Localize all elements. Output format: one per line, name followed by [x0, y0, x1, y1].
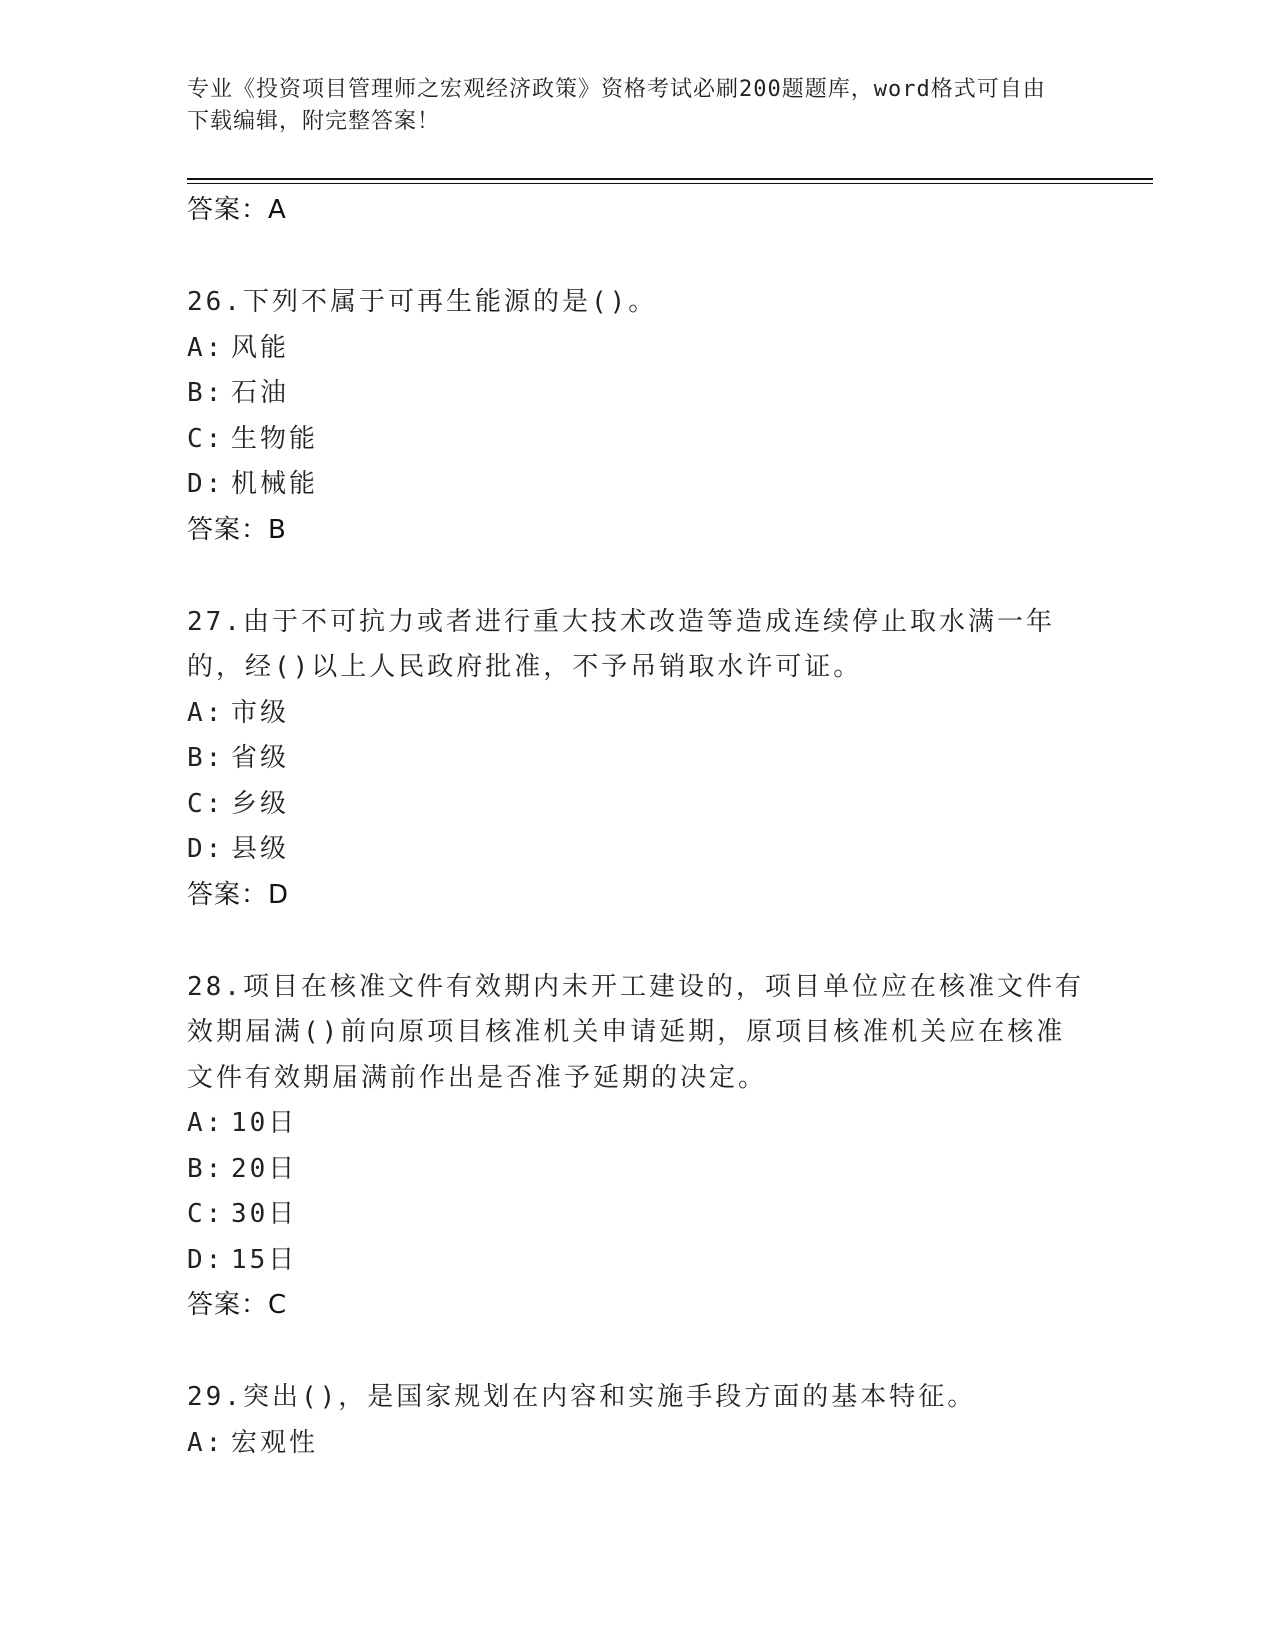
answer-line: 答案：C	[187, 1290, 288, 1320]
option-key: C:	[187, 788, 225, 819]
option-key: D:	[187, 469, 225, 499]
question-29	[187, 1375, 1087, 1466]
option-key: C:	[187, 1199, 225, 1229]
header-rule-thin	[187, 183, 1153, 184]
option-d	[187, 827, 1087, 873]
option-key: A:	[187, 1427, 225, 1458]
option-text: 风能	[231, 332, 290, 363]
option-a	[187, 326, 1087, 372]
option-text: 15日	[231, 1244, 298, 1275]
question-stem: 26.下列不属于可再生能源的是()。	[187, 287, 658, 317]
option-key: D:	[187, 834, 225, 864]
option-text: 30日	[231, 1199, 298, 1229]
option-c	[187, 1192, 1087, 1238]
option-text: 10日	[231, 1108, 298, 1138]
option-text: 宏观性	[231, 1427, 319, 1458]
answer-line: 答案：D	[187, 879, 290, 910]
option-text: 省级	[231, 743, 290, 773]
option-text: 县级	[231, 834, 290, 864]
option-d	[187, 1238, 1087, 1284]
option-text: 石油	[231, 378, 290, 408]
option-text: 机械能	[231, 469, 319, 499]
option-c	[187, 417, 1087, 463]
option-b	[187, 736, 1087, 782]
question-26	[187, 280, 1087, 554]
option-text: 市级	[231, 697, 290, 728]
option-text: 20日	[231, 1153, 298, 1184]
question-list	[187, 188, 1087, 1466]
option-a	[187, 1421, 1087, 1467]
option-a	[187, 691, 1087, 737]
question-stem: 28.项目在核准文件有效期内未开工建设的，项目单位应在核准文件有效期届满()前向原项目核准机关申请延期，原项目核准机关应在核准文件有效期届满前作出是否准予延期的决定。	[187, 971, 1084, 1093]
option-key: A:	[187, 332, 225, 363]
header-rule-thick	[187, 178, 1153, 180]
question-stem: 27.由于不可抗力或者进行重大技术改造等造成连续停止取水满一年的，经()以上人民政府批准，不予吊销取水许可证。	[187, 606, 1055, 682]
answer-line: 答案：B	[187, 514, 287, 545]
question-stem: 29.突出()，是国家规划在内容和实施手段方面的基本特征。	[187, 1382, 977, 1412]
option-d	[187, 462, 1087, 508]
option-b	[187, 1147, 1087, 1193]
option-key: B:	[187, 743, 225, 773]
question-27	[187, 600, 1087, 919]
option-a	[187, 1101, 1087, 1147]
question-28	[187, 965, 1087, 1330]
option-key: C:	[187, 423, 225, 454]
option-key: B:	[187, 378, 225, 408]
document-intro: 专业《投资项目管理师之宏观经济政策》资格考试必刷200题题库，word格式可自由下载编辑，附完整答案！	[187, 77, 1046, 134]
option-key: D:	[187, 1244, 225, 1275]
option-key: A:	[187, 1108, 225, 1138]
option-key: B:	[187, 1153, 225, 1184]
option-c	[187, 782, 1087, 828]
option-text: 生物能	[231, 423, 319, 454]
answer-line-25: 答案：A	[187, 195, 287, 225]
option-b	[187, 371, 1087, 417]
option-key: A:	[187, 697, 225, 728]
option-text: 乡级	[231, 788, 290, 819]
